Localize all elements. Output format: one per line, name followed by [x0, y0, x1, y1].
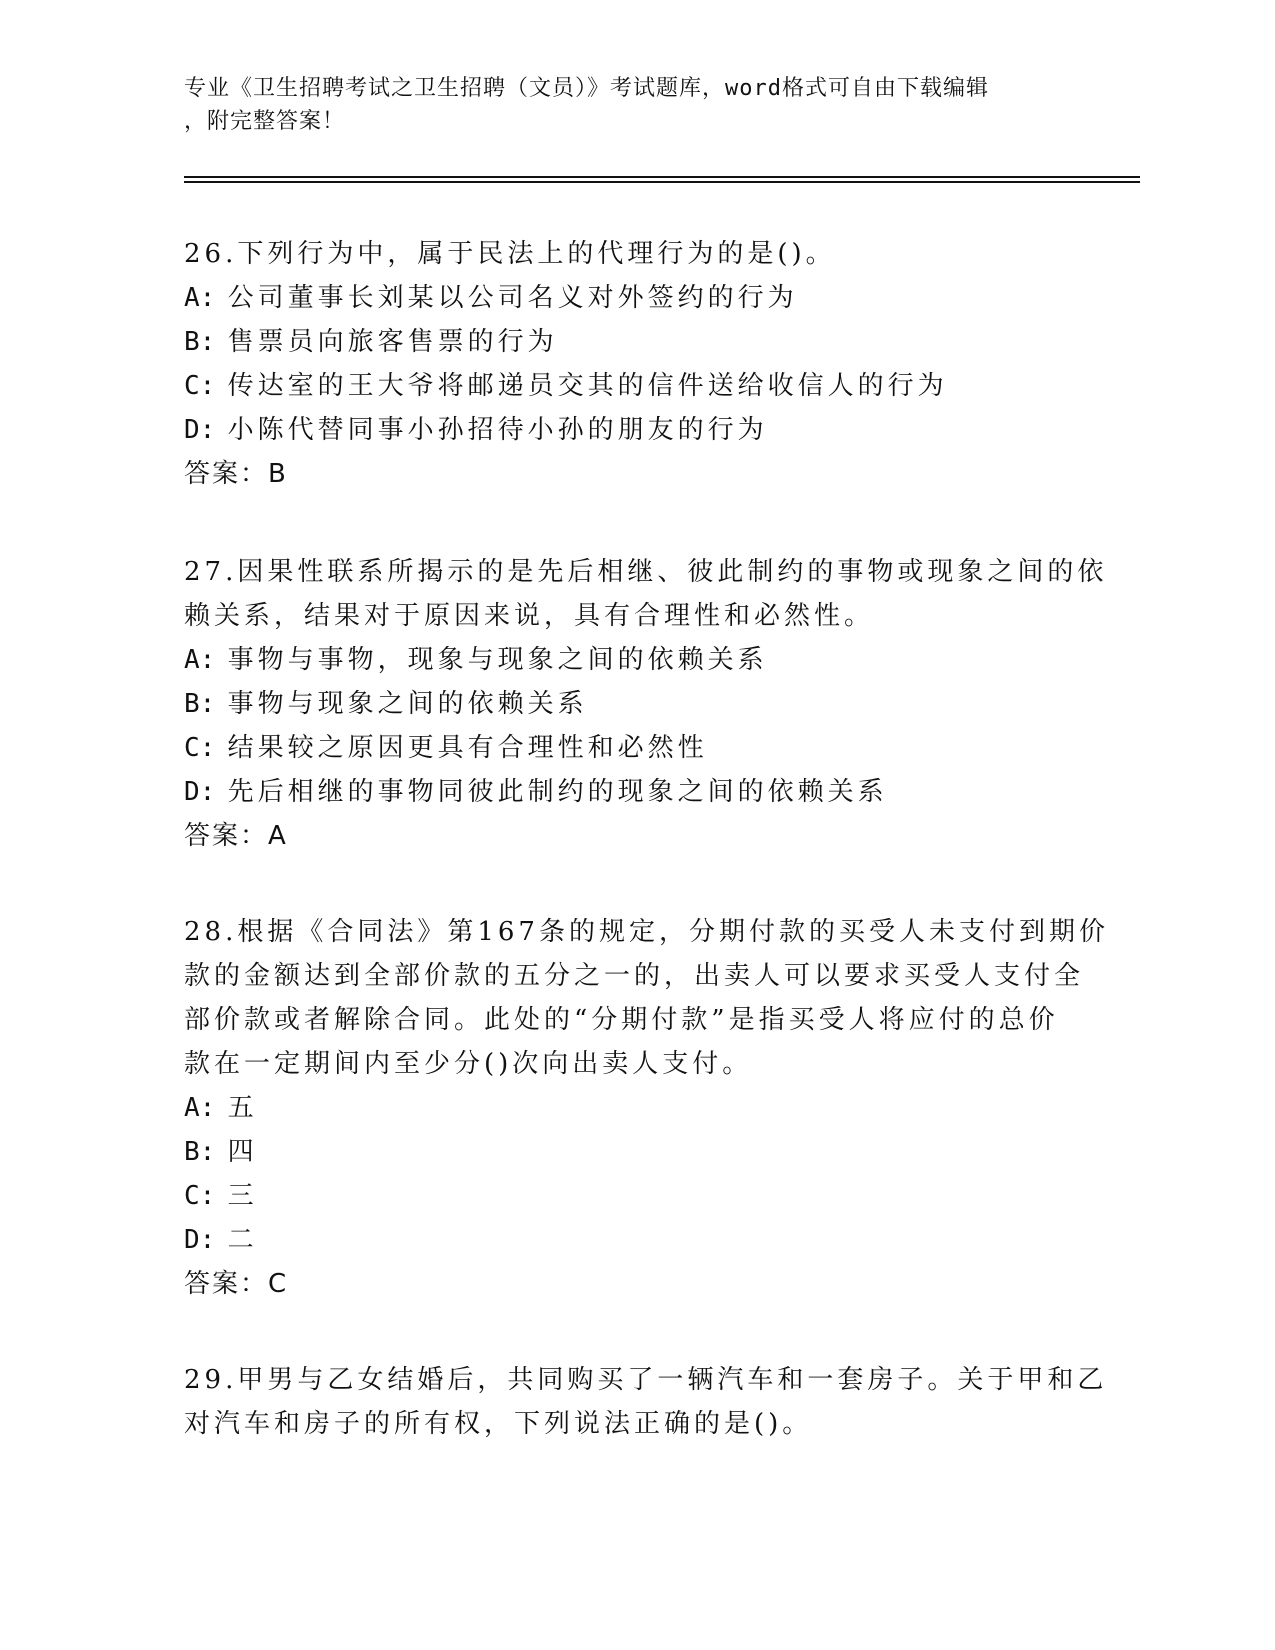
option-text: 公司董事长刘某以公司名义对外签约的行为 [227, 283, 798, 313]
option-letter: C: [184, 371, 216, 401]
option-c [184, 726, 1084, 770]
option-text: 售票员向旅客售票的行为 [227, 327, 558, 357]
question-text: 27.因果性联系所揭示的是先后相继、彼此制约的事物或现象之间的依 [184, 557, 1108, 587]
option-text: 二 [227, 1225, 258, 1255]
option-a [184, 638, 1084, 682]
question-text: 28.根据《合同法》第167条的规定，分期付款的买受人未支付到期价 [184, 917, 1109, 947]
option-letter: B: [184, 327, 216, 357]
option-letter: B: [184, 1137, 216, 1167]
question-text: 26.下列行为中，属于民法上的代理行为的是()。 [184, 239, 836, 269]
option-c [184, 1174, 1084, 1218]
option-letter: C: [184, 733, 216, 763]
question-26 [184, 232, 1084, 496]
option-d [184, 1218, 1084, 1262]
option-text: 结果较之原因更具有合理性和必然性 [227, 733, 708, 763]
option-text: 四 [227, 1137, 258, 1167]
option-b [184, 682, 1084, 726]
option-d [184, 408, 1084, 452]
option-letter: A: [184, 645, 216, 675]
answer: 答案：A [184, 821, 288, 851]
question-28 [184, 910, 1109, 1306]
option-a [184, 1086, 1084, 1130]
question-27 [184, 550, 1108, 858]
header-divider-top [184, 176, 1140, 178]
header-line-1: 专业《卫生招聘考试之卫生招聘（文员）》考试题库，word格式可自由下载编辑 [184, 76, 989, 101]
option-letter: A: [184, 283, 216, 313]
document-header [184, 72, 1084, 138]
header-divider-bottom [184, 181, 1140, 183]
question-text: 29.甲男与乙女结婚后，共同购买了一辆汽车和一套房子。关于甲和乙 [184, 1365, 1108, 1395]
option-letter: D: [184, 415, 216, 445]
option-text: 小陈代替同事小孙招待小孙的朋友的行为 [227, 415, 768, 445]
question-text: 赖关系，结果对于原因来说，具有合理性和必然性。 [184, 601, 875, 631]
option-d [184, 770, 1084, 814]
option-text: 三 [227, 1181, 258, 1211]
question-29 [184, 1358, 1108, 1446]
question-text: 款的金额达到全部价款的五分之一的，出卖人可以要求买受人支付全 [184, 961, 1085, 991]
option-text: 先后相继的事物同彼此制约的现象之间的依赖关系 [227, 777, 888, 807]
option-text: 五 [227, 1093, 258, 1123]
option-letter: D: [184, 777, 216, 807]
option-text: 传达室的王大爷将邮递员交其的信件送给收信人的行为 [227, 371, 948, 401]
question-text: 部价款或者解除合同。此处的“分期付款”是指买受人将应付的总价 [184, 1005, 1059, 1035]
option-text: 事物与现象之间的依赖关系 [227, 689, 588, 719]
option-c [184, 364, 1084, 408]
option-b [184, 320, 1084, 364]
answer: 答案：C [184, 1269, 289, 1299]
option-letter: C: [184, 1181, 216, 1211]
option-letter: A: [184, 1093, 216, 1123]
answer: 答案：B [184, 459, 288, 489]
option-letter: D: [184, 1225, 216, 1255]
question-text: 对汽车和房子的所有权，下列说法正确的是()。 [184, 1409, 813, 1439]
question-text: 款在一定期间内至少分()次向出卖人支付。 [184, 1049, 753, 1079]
option-text: 事物与事物，现象与现象之间的依赖关系 [227, 645, 768, 675]
option-letter: B: [184, 689, 216, 719]
option-b [184, 1130, 1084, 1174]
option-a [184, 276, 1084, 320]
header-line-2: ，附完整答案！ [184, 109, 346, 134]
